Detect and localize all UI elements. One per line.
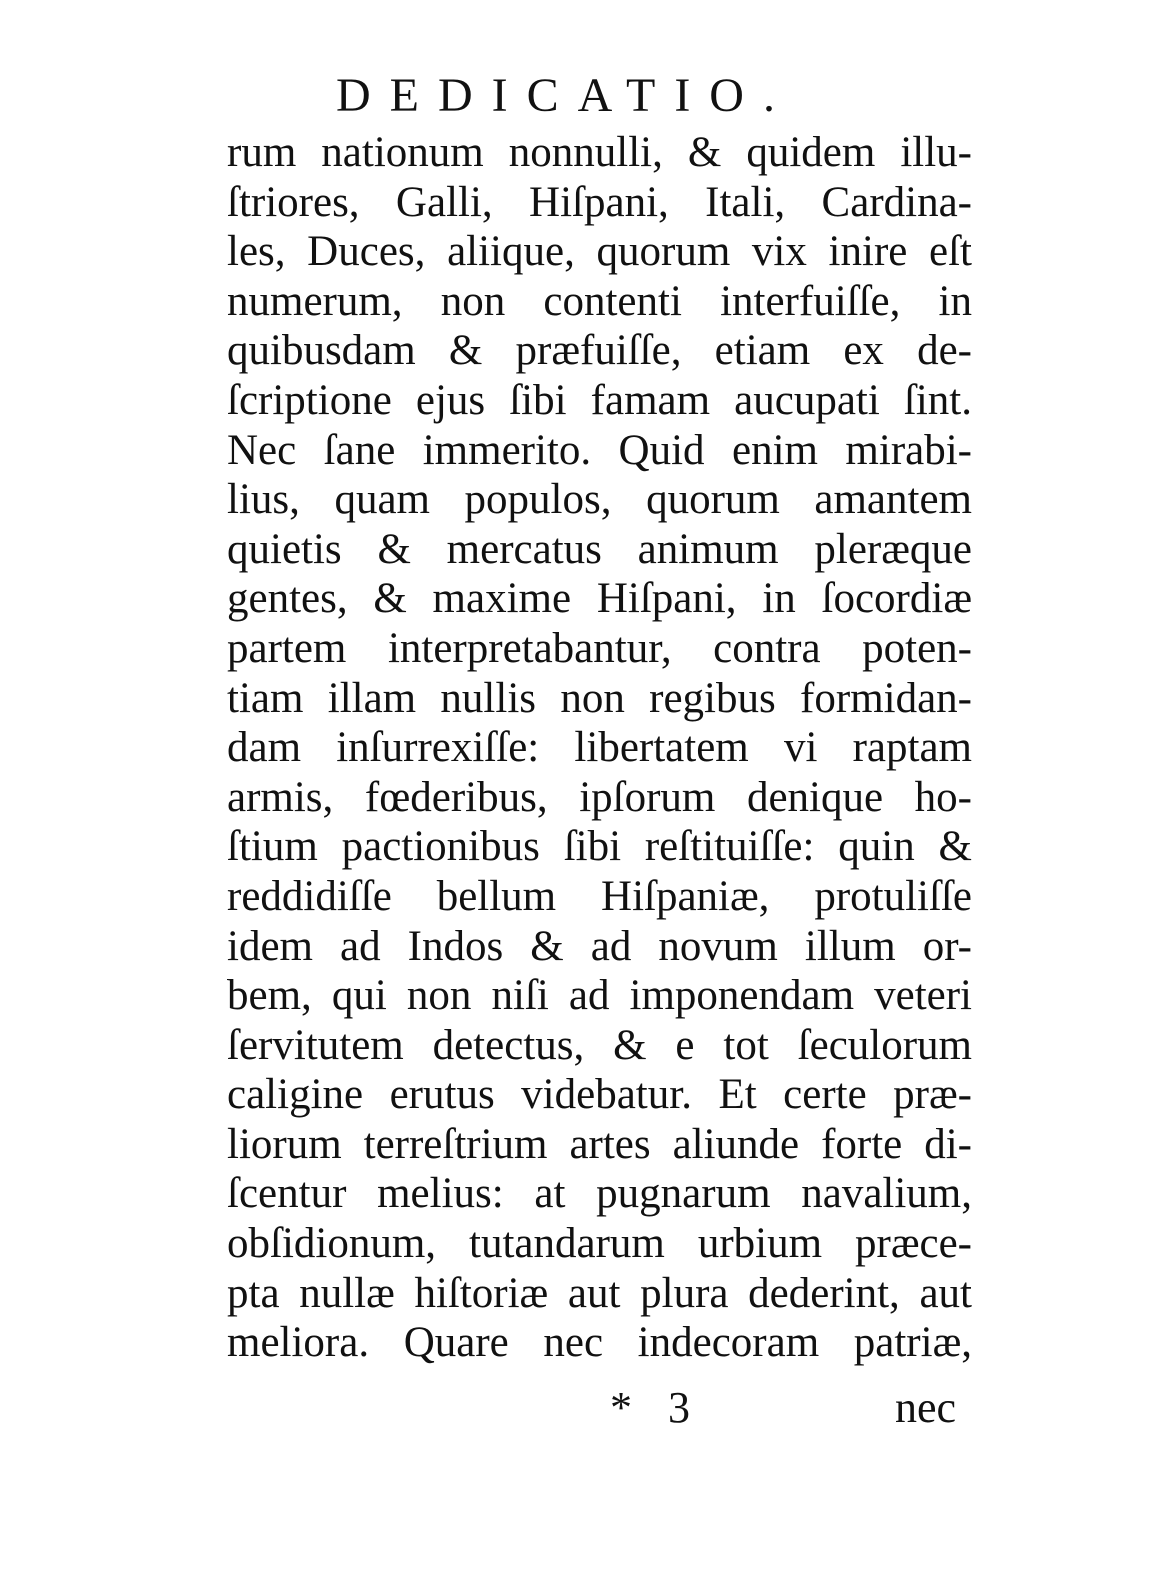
text-line: tiam illam nullis non regibus formidan-	[227, 674, 972, 722]
text-line: gentes, & maxime Hiſpani, in ſocordiæ	[227, 575, 972, 623]
text-line: reddidiſſe bellum Hiſpaniæ, protuliſſe	[227, 872, 972, 920]
signature-mark: *	[610, 1383, 632, 1432]
text-line: armis, fœderibus, ipſorum denique ho-	[227, 773, 972, 821]
text-line: caligine erutus videbatur. Et certe præ-	[227, 1071, 972, 1119]
text-line: ſcriptione ejus ſibi famam aucupati ſint.	[227, 376, 972, 424]
running-title: DEDICATIO.	[336, 69, 794, 122]
text-line: rum nationum nonnulli, & quidem illu-	[227, 129, 972, 176]
text-line: pta nullæ hiſtoriæ aut plura dederint, aut	[227, 1269, 972, 1317]
text-line: ſtriores, Galli, Hiſpani, Itali, Cardina-	[227, 178, 972, 226]
text-line: obſidionum, tutandarum urbium præce-	[227, 1220, 972, 1268]
text-line: lius, quam populos, quorum amantem	[227, 476, 972, 524]
text-line: idem ad Indos & ad novum illum or-	[227, 922, 972, 970]
text-line: quibusdam & præfuiſſe, etiam ex de-	[227, 327, 972, 375]
text-line: liorum terreſtrium artes aliunde forte di-	[227, 1120, 972, 1168]
text-line: meliora. Quare nec indecoram patriæ,	[227, 1319, 972, 1367]
text-line: ſcentur melius: at pugnarum navalium,	[227, 1170, 972, 1218]
text-line: ſtium pactionibus ſibi reſtituiſſe: quin &	[227, 823, 972, 871]
text-line: quietis & mercatus animum pleræque	[227, 525, 972, 573]
text-line: Nec ſane immerito. Quid enim mirabi-	[227, 426, 972, 474]
text-line: ſervitutem detectus, & e tot ſeculorum	[227, 1021, 972, 1069]
text-line: dam inſurrexiſſe: libertatem vi raptam	[227, 724, 972, 772]
catchword: nec	[895, 1383, 957, 1432]
dedication-text-block	[227, 128, 972, 1368]
text-line: numerum, non contenti interfuiſſe, in	[227, 277, 972, 325]
text-line: les, Duces, aliique, quorum vix inire eſt	[227, 228, 972, 276]
text-line: partem interpretabantur, contra poten-	[227, 624, 972, 672]
text-line: bem, qui non niſi ad imponendam veteri	[227, 972, 972, 1020]
page-number: 3	[668, 1383, 690, 1432]
